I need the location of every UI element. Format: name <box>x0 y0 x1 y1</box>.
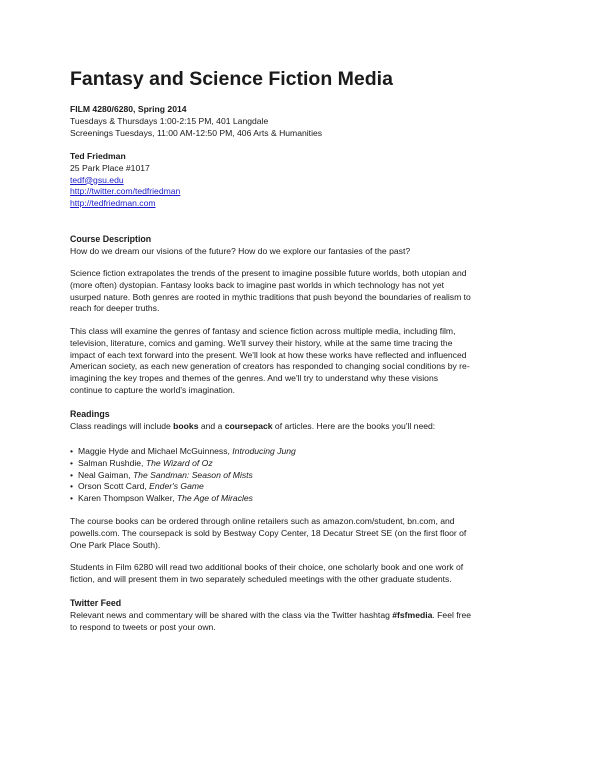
description-paragraph-1 <box>70 268 540 315</box>
readings-intro: Class readings will include books and a coursepack of articles. Here are the books you'll need: <box>70 420 436 431</box>
section-heading-twitter: Twitter Feed <box>70 598 122 608</box>
list-item: • Orson Scott Card, Ender's Game <box>70 481 540 493</box>
text-line: imagining the key tropes and themes of the genres. And we'll try to understand why these visions <box>70 373 439 384</box>
text-line: continue to capture the world's imagination. <box>70 384 236 395</box>
list-item: • Salman Rushdie, The Wizard of Oz <box>70 458 540 470</box>
section-heading-readings: Readings <box>70 409 110 419</box>
text-line: This class will examine the genres of fantasy and science fiction across multiple media, including film, <box>70 326 456 336</box>
list-item: • Maggie Hyde and Michael McGuinness, Introducing Jung <box>70 446 540 458</box>
course-screenings: Screenings Tuesdays, 11:00 AM-12:50 PM, 406 Arts & Humanities <box>70 127 323 138</box>
email-link[interactable]: tedf@gsu.edu <box>70 174 124 185</box>
grad-paragraph <box>70 562 540 586</box>
text-line: One Park Place South). <box>70 539 161 550</box>
course-meetings: Tuesdays & Thursdays 1:00-2:15 PM, 401 Langdale <box>70 115 269 126</box>
website-link[interactable]: http://tedfriedman.com <box>70 198 156 209</box>
twitter-section <box>70 598 540 633</box>
description-lead: How do we dream our visions of the future? How do we explore our fantasies of the past? <box>70 245 411 256</box>
twitter-link[interactable]: http://twitter.com/tedfriedman <box>70 186 181 197</box>
hashtag: #fsfmedia <box>392 609 433 620</box>
text-line: reach for deeper truths. <box>70 303 160 314</box>
text-line: Students in Film 6280 will read two additional books of their choice, one scholarly book and one work of <box>70 562 464 572</box>
book-list <box>70 446 540 505</box>
page-title: Fantasy and Science Fiction Media <box>70 68 393 90</box>
course-code: FILM 4280/6280, Spring 2014 <box>70 104 187 114</box>
readings-section <box>70 409 540 433</box>
text-line: impact of each text forward into the present. We'll look at how these works have reflected and influenced <box>70 349 467 360</box>
course-description <box>70 234 540 258</box>
text-line: Science fiction extrapolates the trends of the present to imagine possible future worlds, both utopian and <box>70 268 467 278</box>
twitter-line-2: to respond to tweets or post your own. <box>70 621 216 632</box>
description-paragraph-2 <box>70 326 540 397</box>
text-line: American society, as each new generation of creators has responded to changing social conditions by re- <box>70 361 470 372</box>
twitter-line-1: Relevant news and commentary will be shared with the class via the Twitter hashtag #fsfmedia. Feel free <box>70 609 472 620</box>
text-line: (more often) dystopian. Fantasy looks back to imagine past worlds in which technology has not yet <box>70 279 445 290</box>
list-item: • Karen Thompson Walker, The Age of Miracles <box>70 493 540 505</box>
instructor-office: 25 Park Place #1017 <box>70 162 150 173</box>
text-line: usurped nature. Both genres are rooted in mythic traditions that push beyond the boundaries of realism to <box>70 291 471 302</box>
instructor-name: Ted Friedman <box>70 151 126 161</box>
text-line: television, literature, comics and gaming. We'll survey their history, while at the same time tracing the <box>70 337 453 348</box>
list-item: • Neal Gaiman, The Sandman: Season of Mists <box>70 470 540 482</box>
ordering-paragraph <box>70 516 540 551</box>
course-info <box>70 104 540 139</box>
section-heading-description: Course Description <box>70 234 152 244</box>
instructor-info <box>70 151 540 210</box>
text-line: powells.com. The coursepack is sold by Bestway Copy Center, 18 Decatur Street SE (on the first floor of <box>70 527 467 538</box>
text-line: The course books can be ordered through online retailers such as amazon.com/student, bn.com, and <box>70 516 455 526</box>
text-line: fiction, and will present them in two separately scheduled meetings with the other graduate students. <box>70 573 452 584</box>
